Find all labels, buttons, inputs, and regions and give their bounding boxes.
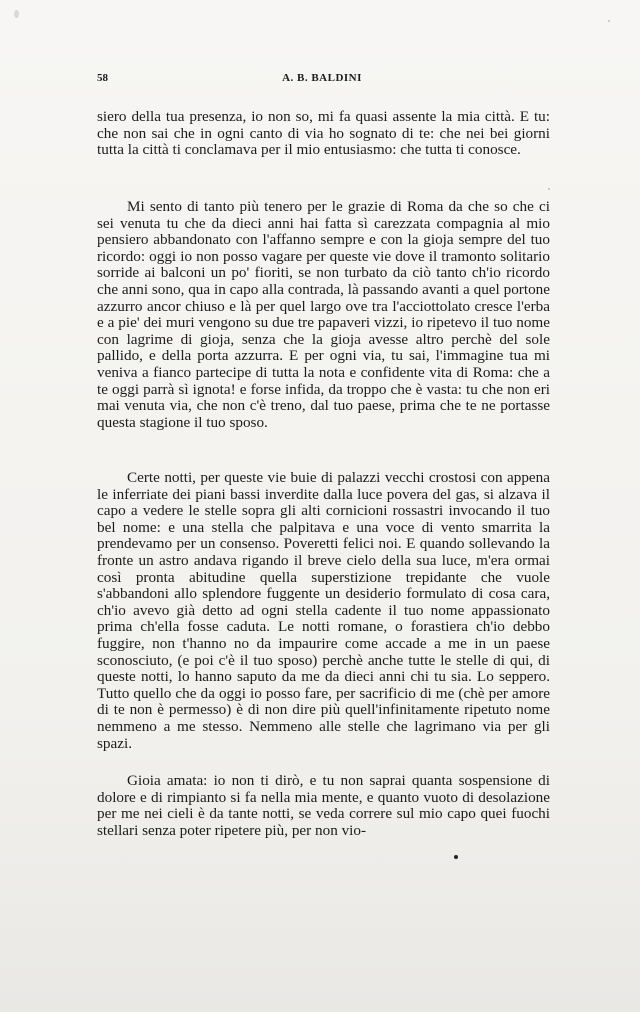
paper-speck <box>548 188 550 190</box>
paragraph-roman-nights: Certe notti, per queste vie buie di palazzi vecchi crostosi con appena le inferriate dei piani bassi inverdite dalla luce povera del gas, si alzava il capo a vedere le stelle sopra gli alti cornicioni rossastri invocando il tuo bel nome: e una stella che palpitava e una voce di vento smarrita la prendevamo per un consenso. Poveretti felici noi. E quando sollevando la fronte un astro andava rigando il breve cielo della sua luce, m'era ormai così pronta abitudine quella superstizione trepidante che vuole s'abbandoni allo splendore fuggente un desiderio formulato di cosa cara, ch'io avevo già detto ad ogni stella cadente il tuo nome appassionato prima ch'ella fosse caduta. Le notti romane, o forastiera ch'io debbo fuggire, non t'hanno no da impaurire come accade a me in un paese sconosciuto, (e poi c'è il tuo sposo) perchè anche tutte le stelle di qui, di queste notti, lo hanno saputo da me da dieci anni chi tu sia. Lo seppero. Tutto quello che da oggi io posso fare, per sacrificio di me (chè per amore di te non è permesso) è di non dire più quell'infinitamente ripetuto nome nemmeno a me stesso. Nemmeno alle stelle che lagrimano via per gli spazi. <box>97 469 550 752</box>
paragraph-gioia-amata: Gioia amata: io non ti dirò, e tu non saprai quanta sospensione di dolore e di rimpianto si fa nella mia mente, e quanto vuoto di desolazione per me nei cieli è da tante notti, se veda correre sul mio capo quei fuochi stellari senza poter ripetere più, per non vio- <box>97 772 550 839</box>
paper-speck <box>608 20 610 22</box>
ink-dot <box>454 855 458 859</box>
page-header <box>97 72 547 90</box>
paragraph-continuation: siero della tua presenza, io non so, mi fa quasi assente la mia città. E tu: che non sai che in ogni canto di via ho sognato di te: che nei bei giorni tutta la città ti conclamava per il mio entusiasmo: che tutta ti conosce. <box>97 108 550 159</box>
paper-speck <box>14 10 19 18</box>
paragraph-rome-memories: Mi sento di tanto più tenero per le grazie di Roma da che so che ci sei venuta tu che da dieci anni hai fatta sì carezzata compagnia al mio pensiero abbandonato con l'affanno sempre e con la gioja sempre del tuo ricordo: oggi io non posso vagare per queste vie dove il tramonto solitario sorride ai balconi un po' fioriti, se non turbato da ciò tanto ch'io ricordo che anni sono, qua in capo alla contrada, là passando avanti a quel portone azzurro ancor chiuso e là per quel largo ove tra l'acciottolato cresce l'erba e a pie' dei muri vengono su due tre papaveri vizzi, io ripetevo il tuo nome con lagrime di gioja, senza che la gioja avesse altro perchè del sole pallido, e della porta azzurra. E per ogni via, tu sai, l'immagine tua mi veniva a fianco partecipe di tutta la nota e confidente vita di Roma: che a te oggi parrà sì ignota! e forse infida, da troppo che è vasta: tu che non eri mai venuta via, che non c'è treno, dal tuo paese, prima che te ne portasse questa stagione il tuo sposo. <box>97 198 550 431</box>
page-number: 58 <box>97 72 108 84</box>
running-head: A. B. BALDINI <box>282 72 362 84</box>
